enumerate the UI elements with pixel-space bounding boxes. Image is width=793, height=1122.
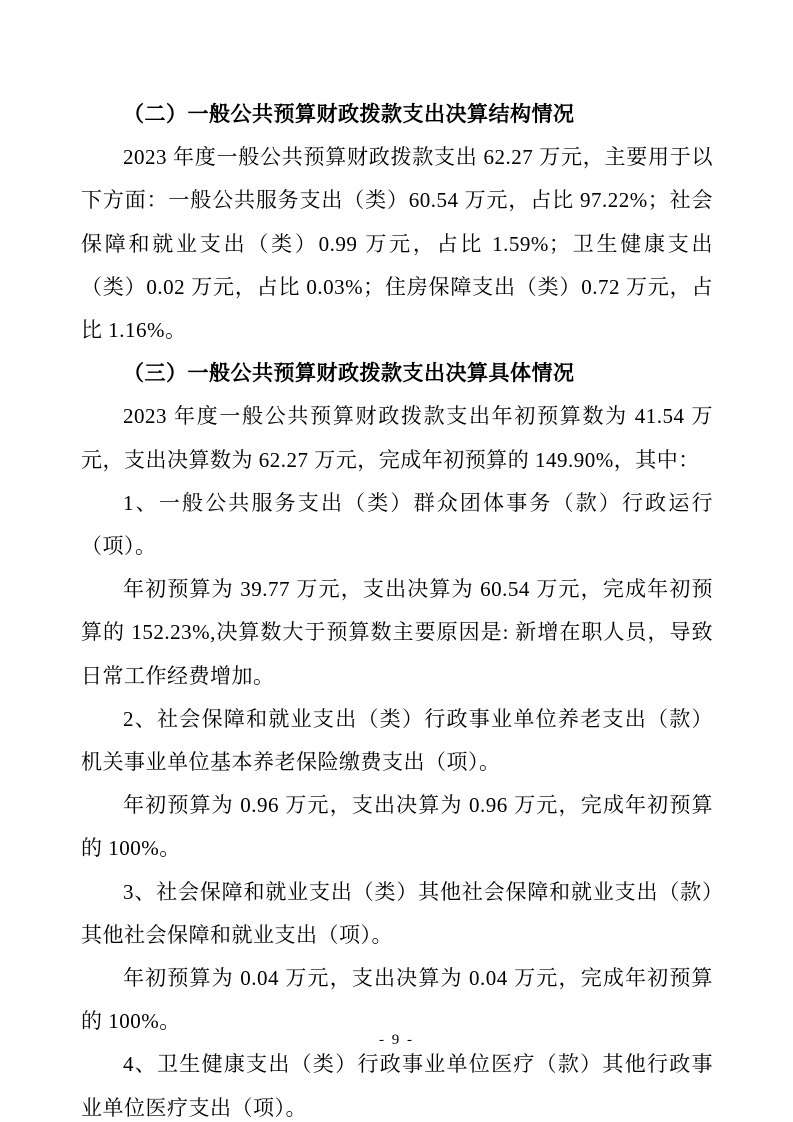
- section-heading-details: （三）一般公共预算财政拨款支出决算具体情况: [123, 361, 575, 386]
- paragraph-item-2-title: 2、社会保障和就业支出（类）行政事业单位养老支出（款）机关事业单位基本养老保险缴费支出（项）。: [81, 706, 713, 775]
- page-number: - 9 -: [379, 1032, 414, 1048]
- paragraph-expenditure-structure: 2023 年度一般公共预算财政拨款支出 62.27 万元，主要用于以下方面：一般公共服务支出（类）60.54 万元，占比 97.22%；社会保障和就业支出（类）0.99 万元，占比 1.59%；卫生健康支出（类）0.02 万元，占比 0.03%；住房保障支出（类）0.72 万元，占比 1.16%。: [81, 145, 713, 343]
- paragraph-item-3-title: 3、社会保障和就业支出（类）其他社会保障和就业支出（款）其他社会保障和就业支出（项）。: [81, 879, 713, 947]
- paragraph-item-2-figures: 年初预算为 0.96 万元，支出决算为 0.96 万元，完成年初预算的 100%。: [81, 793, 713, 861]
- section-heading-structure: （二）一般公共预算财政拨款支出决算结构情况: [123, 102, 575, 126]
- paragraph-details-overview: 2023 年度一般公共预算财政拨款支出年初预算数为 41.54 万元，支出决算数为 62.27 万元，完成年初预算的 149.90%，其中：: [81, 404, 713, 472]
- paragraph-item-4-title: 4、卫生健康支出（类）行政事业单位医疗（款）其他行政事业单位医疗支出（项）。: [81, 1052, 713, 1120]
- paragraph-item-3-figures: 年初预算为 0.04 万元，支出决算为 0.04 万元，完成年初预算的 100%。: [81, 966, 713, 1034]
- paragraph-item-1-title: 1、一般公共服务支出（类）群众团体事务（款）行政运行（项）。: [81, 490, 713, 559]
- paragraph-item-1-figures: 年初预算为 39.77 万元，支出决算为 60.54 万元，完成年初预算的 152.23%,决算数大于预算数主要原因是: 新增在职人员，导致日常工作经费增加。: [81, 577, 713, 688]
- document-body: [81, 93, 713, 1122]
